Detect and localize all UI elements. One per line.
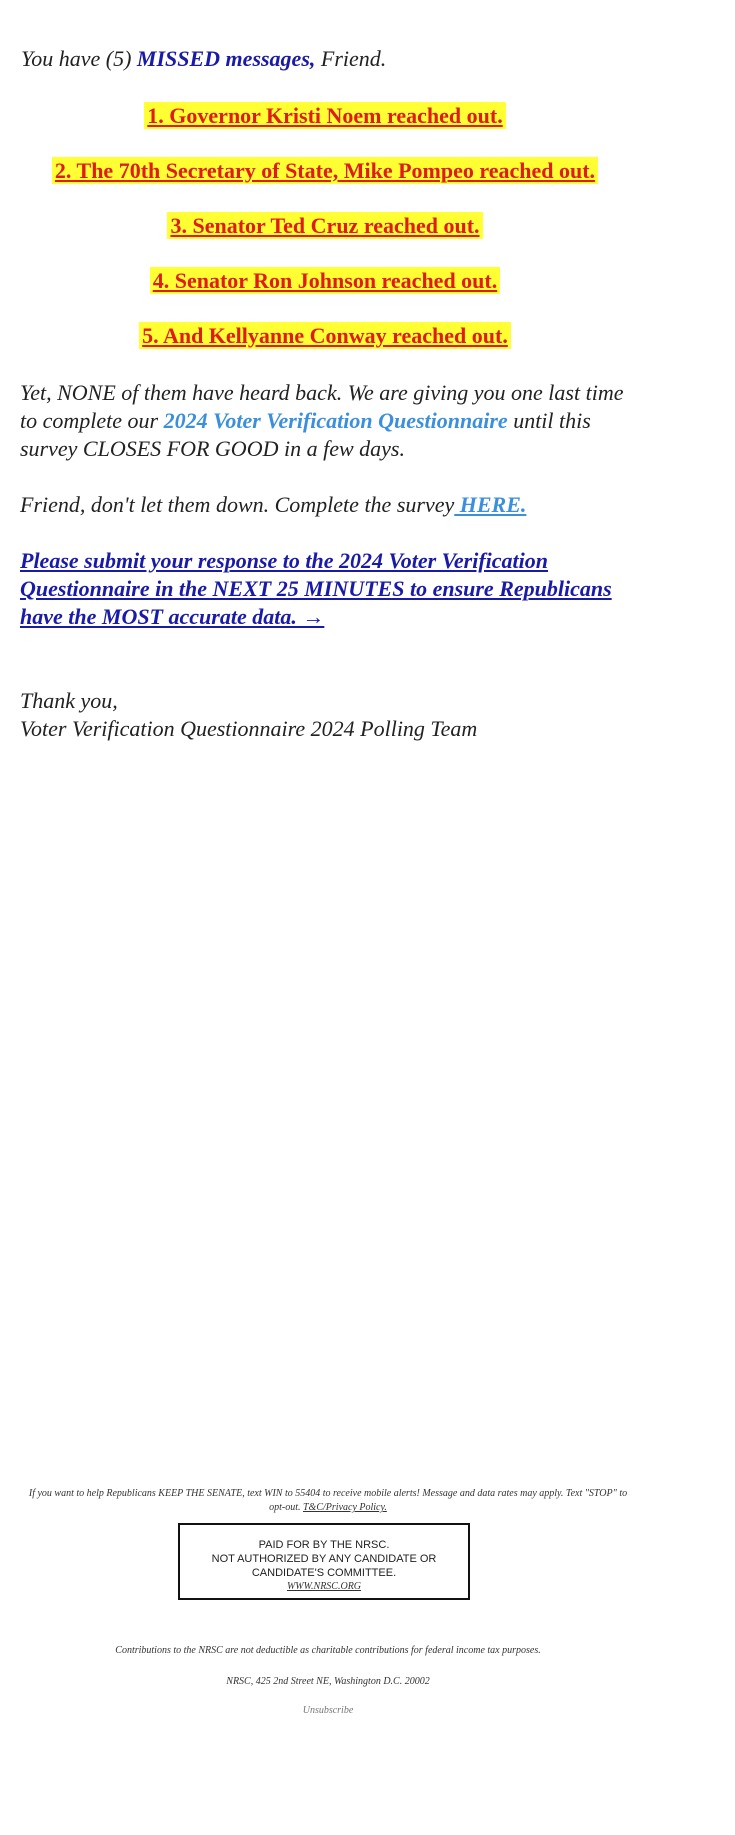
message-item-label: 4. Senator Ron Johnson reached out.: [150, 267, 501, 294]
address-text: NRSC, 425 2nd Street NE, Washington D.C. 20002: [226, 1676, 430, 1687]
missed-messages-text: MISSED messages,: [136, 46, 316, 71]
here-link[interactable]: HERE.: [454, 492, 527, 517]
intro-prefix: You have (5): [21, 46, 137, 71]
message-item-5: [0, 323, 650, 349]
signature-line-1: Thank you,: [20, 688, 118, 713]
privacy-policy-link[interactable]: T&C/Privacy Policy.: [303, 1502, 387, 1513]
message-item-2: [0, 158, 650, 184]
signature-line-2: Voter Verification Questionnaire 2024 Polling Team: [20, 716, 478, 741]
p2-text: Friend, don't let them down. Complete the survey: [20, 492, 455, 517]
message-item-label: 1. Governor Kristi Noem reached out.: [144, 102, 505, 129]
message-item-label: 2. The 70th Secretary of State, Mike Pompeo reached out.: [52, 157, 598, 184]
paid-line-2: NOT AUTHORIZED BY ANY CANDIDATE OR: [211, 1553, 437, 1565]
intro-suffix: Friend.: [315, 46, 387, 71]
unsubscribe-link[interactable]: Unsubscribe: [302, 1705, 354, 1716]
paid-line-3: CANDIDATE'S COMMITTEE.: [251, 1567, 397, 1579]
p1-text-a: Yet, NONE of them have heard back. We are giving you one last time to complete our: [20, 380, 624, 433]
intro-line: [21, 46, 386, 72]
paid-line-1: PAID FOR BY THE NRSC.: [258, 1539, 390, 1551]
p1-text-b: until this survey CLOSES FOR GOOD in a few days.: [20, 408, 591, 461]
sms-disclaimer: [28, 1487, 628, 1515]
body-paragraph-1: [20, 379, 640, 463]
paid-for-box: [178, 1523, 470, 1600]
signature: [20, 687, 477, 743]
message-item-label: 3. Senator Ted Cruz reached out.: [167, 212, 482, 239]
questionnaire-link[interactable]: 2024 Voter Verification Questionnaire: [163, 408, 508, 433]
message-item-label: 5. And Kellyanne Conway reached out.: [139, 322, 511, 349]
unsubscribe-row: [0, 1705, 656, 1716]
contributions-notice: Contributions to the NRSC are not deductible as charitable contributions for federal income tax purposes.: [115, 1645, 541, 1656]
sms-text: If you want to help Republicans KEEP THE SENATE, text WIN to 55404 to receive mobile alerts! Message and data rates may apply. Text "STOP" to opt-out.: [28, 1488, 628, 1513]
message-item-1: [0, 103, 650, 129]
body-paragraph-2: [20, 491, 640, 519]
nrsc-site-link[interactable]: WWW.NRSC.ORG: [286, 1581, 362, 1592]
message-item-3: [0, 213, 650, 239]
message-item-4: [0, 268, 650, 294]
cta-link[interactable]: Please submit your response to the 2024 Voter Verification Questionnaire in the NEXT 25 MINUTES to ensure Republicans have the MOST accurate data. →: [20, 548, 612, 629]
